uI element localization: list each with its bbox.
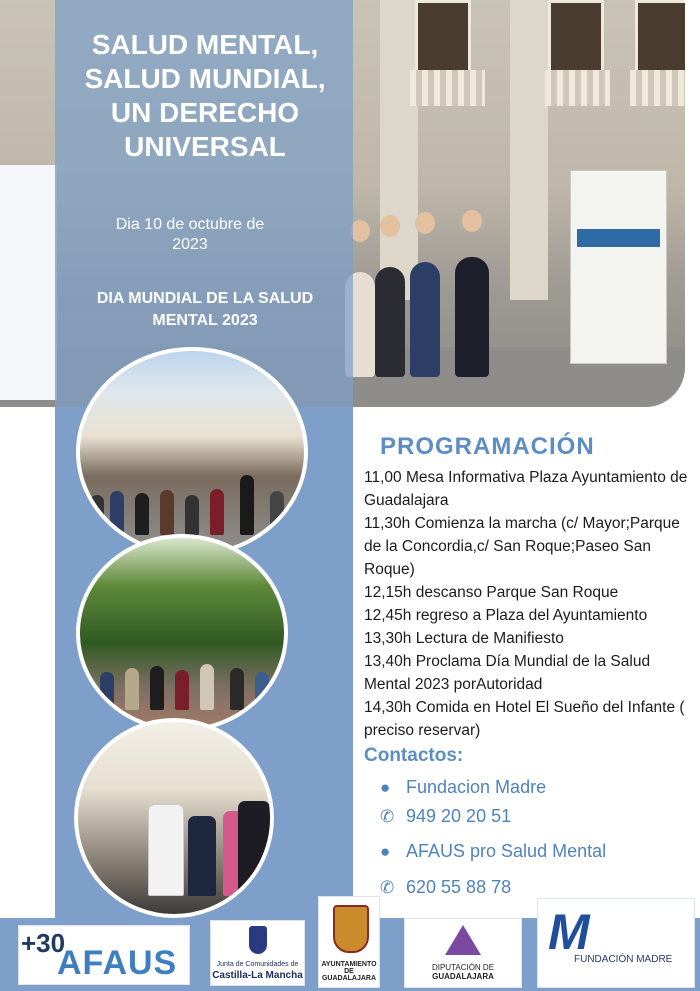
contactos-title: Contactos:	[364, 745, 464, 766]
phone-icon: ✆	[380, 807, 395, 826]
balcony	[410, 70, 485, 106]
photo-park	[76, 534, 288, 732]
building-window	[635, 0, 685, 76]
jccm-logo: Junta de Comunidades de Castilla-La Mancha	[210, 920, 305, 986]
afaus-logo: +30 AFAUS	[18, 925, 190, 985]
person	[455, 257, 489, 377]
building-column	[510, 0, 548, 300]
shield-icon	[333, 905, 369, 953]
list-item: 13,40h Proclama Día Mundial de la Salud Mental 2023 porAutoridad	[364, 653, 651, 693]
building-window	[548, 0, 604, 76]
photo-plaza	[76, 347, 308, 557]
contact-fundacion-madre	[380, 777, 546, 798]
diputacion-logo: DIPUTACIÓN DE GUADALAJARA	[404, 918, 522, 988]
list-item: 14,30h Comida en Hotel El Sueño del Infante ( preciso reservar)	[364, 699, 685, 739]
afaus-banner-right	[570, 170, 667, 364]
afaus-banner-left	[0, 165, 57, 400]
person-head	[380, 215, 400, 237]
list-item: 13,30h Lectura de Manifiesto	[364, 630, 564, 647]
contact-text: Fundacion Madre	[406, 777, 547, 797]
programacion-title: PROGRAMACIÓN	[380, 433, 595, 460]
programacion-list	[364, 466, 689, 742]
person	[375, 267, 405, 377]
list-item: 11,30h Comienza la marcha (c/ Mayor;Parque de la Concordia,c/ San Roque;Paseo San Roque)	[364, 515, 680, 578]
building-column	[380, 0, 418, 300]
person-head	[350, 220, 370, 242]
fundacion-madre-logo: M FUNDACIÓN MADRE	[537, 898, 695, 988]
event-date: Dia 10 de octubre de 2023	[115, 216, 265, 253]
contact-text: 620 55 88 78	[406, 877, 512, 897]
triangle-icon	[445, 925, 481, 955]
person-icon: ●	[380, 778, 391, 797]
contact-text: AFAUS pro Salud Mental	[406, 841, 607, 861]
list-item: 11,00 Mesa Informativa Plaza Ayuntamiento de Guadalajara	[364, 469, 688, 509]
page-title: SALUD MENTAL, SALUD MUNDIAL, UN DERECHO UNIVERSAL	[84, 29, 326, 162]
contact-text: 949 20 20 51	[406, 806, 512, 826]
balcony	[630, 70, 685, 106]
person-head	[462, 210, 482, 232]
ayuntamiento-logo: AYUNTAMIENTO DE GUADALAJARA	[318, 896, 380, 988]
contact-phone-1	[380, 806, 511, 827]
photo-info-table	[74, 718, 274, 918]
m-logo-icon: M	[548, 904, 590, 960]
crest-icon	[249, 926, 267, 954]
person-head	[415, 212, 435, 234]
list-item: 12,15h descanso Parque San Roque	[364, 584, 619, 601]
balcony	[545, 70, 610, 106]
person-icon: ●	[380, 842, 391, 861]
person	[410, 262, 440, 377]
building-window	[415, 0, 471, 76]
phone-icon: ✆	[380, 878, 395, 897]
contact-phone-2	[380, 877, 511, 898]
event-name: DIA MUNDIAL DE LA SALUD MENTAL 2023	[96, 290, 314, 329]
contact-afaus	[380, 841, 606, 862]
list-item: 12,45h regreso a Plaza del Ayuntamiento	[364, 607, 648, 624]
